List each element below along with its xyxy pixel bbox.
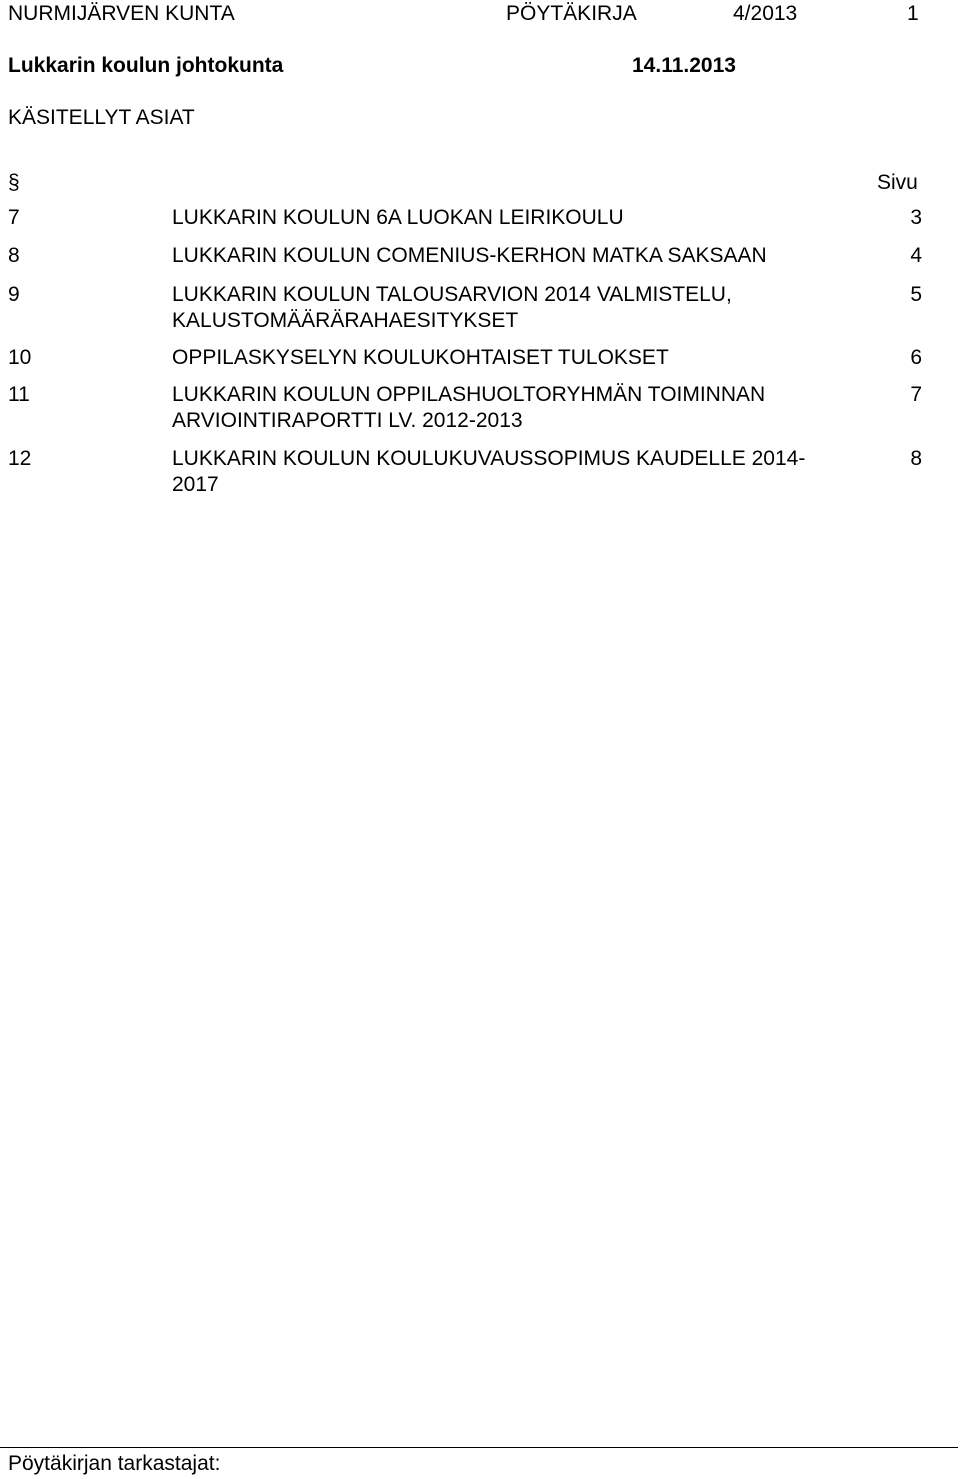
section-symbol-header: § <box>8 171 20 194</box>
item-page: 8 <box>910 447 922 470</box>
item-page: 6 <box>910 346 922 369</box>
meeting-date: 14.11.2013 <box>632 54 736 77</box>
page-column-header: Sivu <box>877 171 918 194</box>
municipality-name: NURMIJÄRVEN KUNTA <box>8 2 235 25</box>
meeting-body: Lukkarin koulun johtokunta <box>8 54 284 77</box>
item-title: LUKKARIN KOULUN OPPILASHUOLTORYHMÄN TOIMINNAN ARVIOINTIRAPORTTI LV. 2012-2013 <box>172 383 766 432</box>
item-number: 12 <box>8 447 32 470</box>
item-number: 10 <box>8 346 32 369</box>
page-number: 1 <box>907 2 919 25</box>
item-title: LUKKARIN KOULUN 6A LUOKAN LEIRIKOULU <box>172 206 624 229</box>
item-title: OPPILASKYSELYN KOULUKOHTAISET TULOKSET <box>172 346 669 369</box>
item-page: 4 <box>910 244 922 267</box>
document-type: PÖYTÄKIRJA <box>506 2 637 25</box>
document-number: 4/2013 <box>733 2 798 25</box>
item-title: LUKKARIN KOULUN COMENIUS-KERHON MATKA SAKSAAN <box>172 244 767 267</box>
footer-divider <box>0 1447 958 1448</box>
item-page: 7 <box>910 383 922 406</box>
item-number: 7 <box>8 206 20 229</box>
item-page: 5 <box>910 283 922 306</box>
item-number: 11 <box>8 383 30 406</box>
item-title: LUKKARIN KOULUN TALOUSARVION 2014 VALMISTELU, KALUSTOMÄÄRÄRAHAESITYKSET <box>172 283 732 332</box>
item-number: 8 <box>8 244 20 267</box>
footer-reviewers-label: Pöytäkirjan tarkastajat: <box>8 1452 221 1475</box>
item-number: 9 <box>8 283 20 306</box>
item-title: LUKKARIN KOULUN KOULUKUVAUSSOPIMUS KAUDELLE 2014-2017 <box>172 447 806 496</box>
item-page: 3 <box>910 206 922 229</box>
section-title: KÄSITELLYT ASIAT <box>8 106 195 129</box>
